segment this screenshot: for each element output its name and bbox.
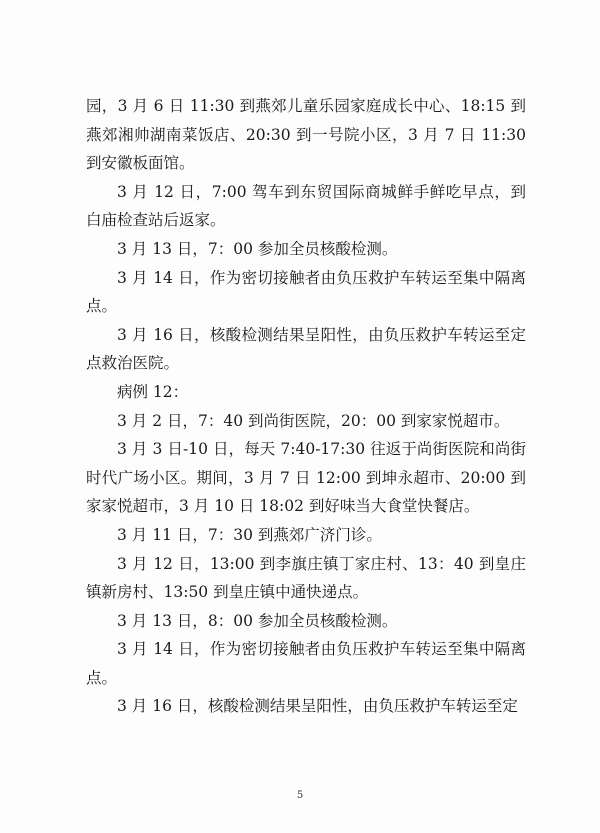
paragraph-13: 3 月 16 日，核酸检测结果呈阳性，由负压救护车转运至定 xyxy=(117,697,518,716)
paragraph-11: 3 月 13 日，8：00 参加全员核酸检测。 xyxy=(117,611,398,630)
paragraph-2: 3 月 12 日，7:00 驾车到东贸国际商城鲜手鲜吃早点，到白庙检查站后返家。 xyxy=(86,182,526,230)
document-body xyxy=(86,92,526,721)
paragraph-1: 园，3 月 6 日 11:30 到燕郊儿童乐园家庭成长中心、18:15 到燕郊湘帅湖南菜饭店、20:30 到一号院小区，3 月 7 日 11:30 到安徽板面馆。 xyxy=(86,97,526,173)
case-heading: 病例 12： xyxy=(117,382,189,401)
paragraph-4: 3 月 14 日，作为密切接触者由负压救护车转运至集中隔离点。 xyxy=(86,268,526,316)
paragraph-9: 3 月 11 日，7：30 到燕郊广济门诊。 xyxy=(117,525,382,544)
paragraph-7: 3 月 2 日，7：40 到尚街医院，20：00 到家家悦超市。 xyxy=(117,411,510,430)
paragraph-3: 3 月 13 日，7：00 参加全员核酸检测。 xyxy=(117,239,398,258)
page-number: 5 xyxy=(296,790,304,801)
paragraph-5: 3 月 16 日，核酸检测结果呈阳性，由负压救护车转运至定点救治医院。 xyxy=(86,325,526,373)
paragraph-12: 3 月 14 日，作为密切接触者由负压救护车转运至集中隔离点。 xyxy=(86,640,526,687)
paragraph-8: 3 月 3 日-10 日，每天 7:40-17:30 往返于尚街医院和尚街时代广场小区。期间，3 月 7 日 12:00 到坤永超市、20:00 到家家悦超市，3 月 10 日 18:02 到好味当大食堂快餐店。 xyxy=(86,440,526,516)
paragraph-10: 3 月 12 日，13:00 到李旗庄镇丁家庄村、13：40 到皇庄镇新房村、13:50 到皇庄镇中通快递点。 xyxy=(86,554,526,602)
